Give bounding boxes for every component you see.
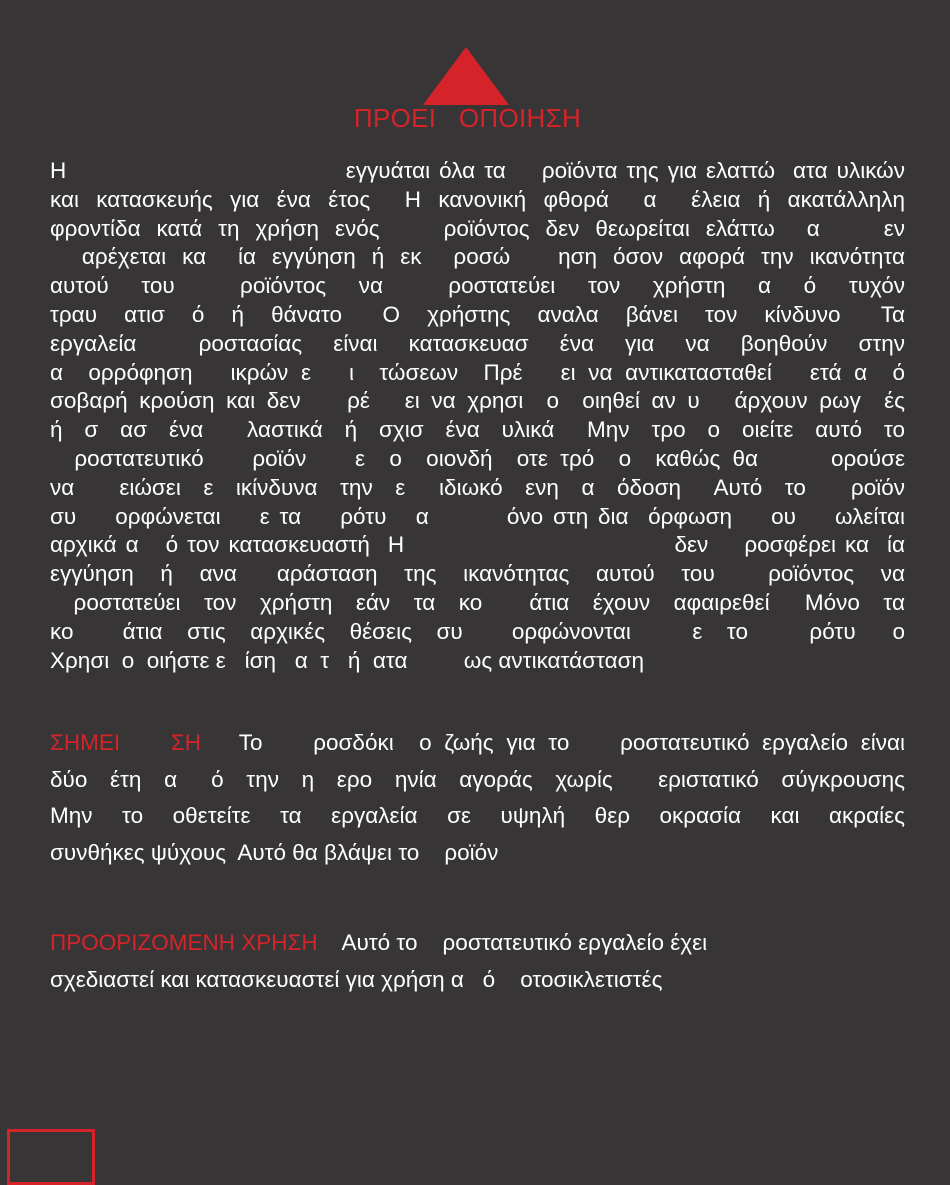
page-title: ΠΡΟΕΙ ΟΠΟΙΗΣΗ: [353, 103, 582, 133]
note-line: [50, 725, 905, 762]
warning-line: συ ορφώνεται ε τα ρότυ α όνο στη δια όρφωση ου ωλείται: [50, 503, 905, 529]
warning-text: [50, 157, 905, 675]
warning-line: και κατασκευής για ένα έτος Η κανονική φθορά α έλεια ή ακατάλληλη: [50, 186, 905, 212]
intended-use-label: ΠΡΟΟΡΙΖΟΜΕΝΗ ΧΡΗΣΗ: [50, 930, 318, 955]
warning-line: εγγύηση ή ανα αράσταση της ικανότητας αυτού του ροϊόντος να: [50, 561, 905, 587]
warning-line: εργαλεία ροστασίας είναι κατασκευασ ένα για να βοηθούν στην: [50, 330, 905, 356]
note-section: [50, 725, 905, 871]
intended-use-line: σχεδιαστεί και κατασκευαστεί για χρήση α ό οτοσικλετιστές: [50, 966, 663, 992]
warning-line: κο άτια στις αρχικές θέσεις συ ορφώνονται ε το ρότυ ο: [50, 618, 905, 644]
warning-line: φροντίδα κατά τη χρήση ενός ροϊόντος δεν θεωρείται ελάττω α εν: [50, 215, 905, 241]
warning-line: ή σ ασ ένα λαστικά ή σχισ ένα υλικά Μην τρο ο οιείτε αυτό το: [50, 417, 905, 443]
warning-triangle-icon: [423, 47, 509, 105]
corner-frame: [7, 1129, 95, 1185]
note-label: ΣΗΜΕΙ ΣΗ: [50, 730, 202, 755]
warning-line: ροστατευτικό ροϊόν ε ο οιονδή οτε τρό ο καθώς θα ορούσε: [50, 445, 905, 471]
note-line: συνθήκες ψύχους Αυτό θα βλάψει το ροϊόν: [50, 839, 499, 865]
warning-line: σοβαρή κρούση και δεν ρέ ει να χρησι ο οιηθεί αν υ άρχουν ρωγ ές: [50, 388, 905, 414]
warning-line: ροστατεύει τον χρήστη εάν τα κο άτια έχουν αφαιρεθεί Μόνο τα: [50, 589, 905, 615]
warning-line: τραυ ατισ ό ή θάνατο Ο χρήστης αναλα βάνει τον κίνδυνο Τα: [50, 301, 905, 327]
intended-use-text: Αυτό το ροστατευτικό εργαλείο έχει: [317, 930, 708, 955]
intended-use-line: [50, 925, 905, 962]
warning-line: α ορρόφηση ικρών ε ι τώσεων Πρέ ει να αντικατασταθεί ετά α ό: [50, 359, 905, 385]
note-line: δύο έτη α ό την η ερο ηνία αγοράς χωρίς εριστατικό σύγκρουσης: [50, 766, 905, 792]
warning-line: Χρησι ο οιήστε ε ίση α τ ή ατα ως αντικατάσταση: [50, 647, 644, 673]
warning-line: αρχικά α ό τον κατασκευαστή Η δεν ροσφέρει κα ία: [50, 532, 905, 558]
warning-line: αυτού του ροϊόντος να ροστατεύει τον χρήστη α ό τυχόν: [50, 273, 905, 299]
intended-use-section: [50, 925, 905, 998]
warning-line: να ειώσει ε ικίνδυνα την ε ιδιωκό ενη α όδοση Αυτό το ροϊόν: [50, 474, 905, 500]
warning-line: αρέχεται κα ία εγγύηση ή εκ ροσώ ηση όσον αφορά την ικανότητα: [50, 244, 905, 270]
note-text: Το ροσδόκι ο ζωής για το ροστατευτικό εργαλείο είναι: [201, 730, 905, 755]
note-line: Μην το οθετείτε τα εργαλεία σε υψηλή θερ οκρασία και ακραίες: [50, 803, 905, 828]
warning-line: Η εγγυάται όλα τα ροϊόντα της για ελαττώ ατα υλικών: [50, 158, 905, 183]
